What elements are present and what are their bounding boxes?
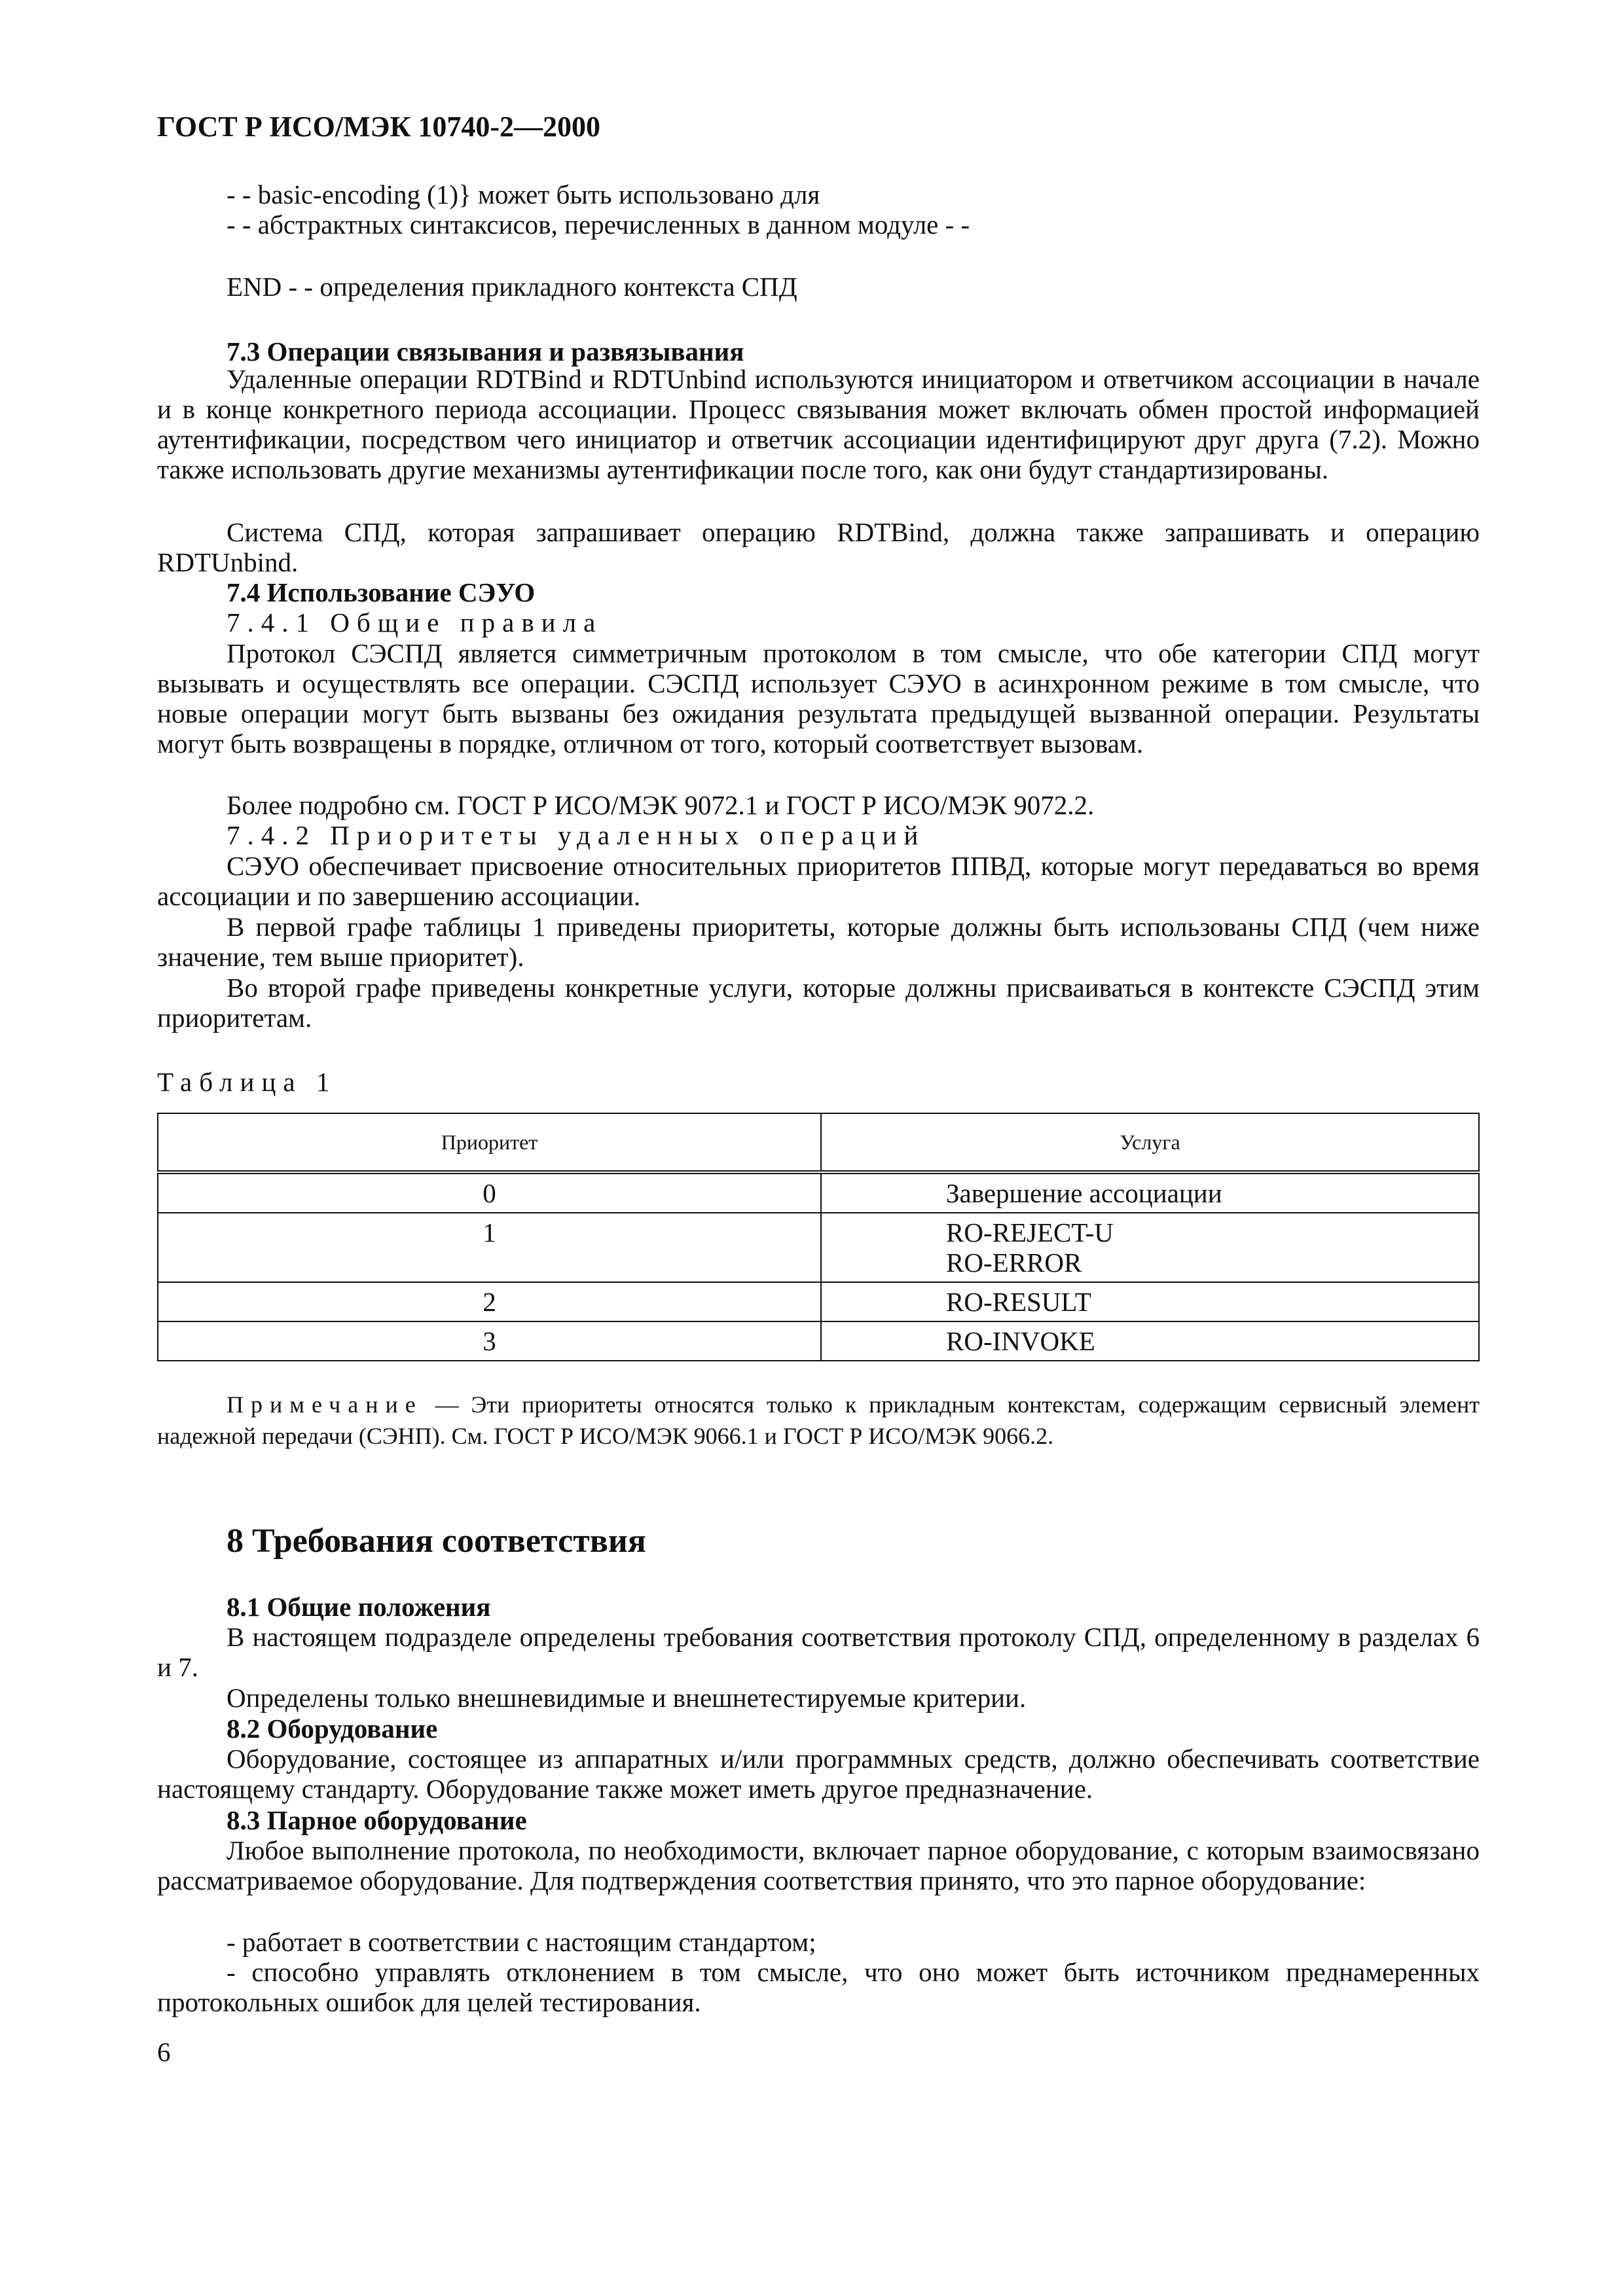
table-note [157,1389,1480,1452]
priority-table [157,1113,1480,1361]
table-caption: Таблица 1 [157,1067,337,1097]
section-8-1-title: 8.1 Общие положения [227,1592,491,1622]
document-header: ГОСТ Р ИСО/МЭК 10740-2—2000 [157,111,601,143]
section-8-2-title: 8.2 Оборудование [227,1713,438,1744]
service-item: RO-REJECT-U [946,1217,1114,1247]
column-header-priority: Приоритет [158,1113,821,1172]
section-8-1-paragraph: Определены только внешневидимые и внешнетестируемые критерии. [227,1683,1027,1713]
list-item: - работает в соответствии с настоящим стандартом; [227,1927,816,1957]
section-7-4-2-paragraph: СЭУО обеспечивает присвоение относительных приоритетов ППВД, которые могут передаваться во время ассоциации и по завершению ассоциации. [157,851,1480,911]
section-7-3-paragraph: Система СПД, которая запрашивает операцию RDTBind, должна также запрашивать и операцию RDTUnbind. [157,517,1480,577]
priority-cell: 0 [158,1172,821,1213]
note-text: — Эти приоритеты относятся только к прикладным контекстам, содержащим сервисный элемент надежной передачи (СЭНП). См. ГОСТ Р ИСО/МЭК 9066.1 и ГОСТ Р ИСО/МЭК 9066.2. [157,1391,1480,1449]
section-7-4-2-title: 7.4.2 Приоритеты удаленных операций [227,820,926,850]
end-line: END - - определения прикладного контекста СПД [227,272,797,302]
priority-cell: 2 [158,1282,821,1321]
table-row [158,1282,1479,1321]
section-7-4-title: 7.4 Использование СЭУО [227,577,536,607]
section-7-4-2-paragraph: Во второй графе приведены конкретные услуги, которые должны присваиваться в контексте СЭСПД этим приоритетам. [157,973,1480,1033]
section-8-3-title: 8.3 Парное оборудование [227,1805,527,1835]
list-item: - способно управлять отклонением в том смысле, что оно может быть источником преднамеренных протокольных ошибок для целей тестирования. [157,1957,1480,2017]
column-header-service: Услуга [821,1113,1479,1172]
priority-cell: 3 [158,1321,821,1361]
note-label: Примечание [227,1391,423,1418]
section-8-title: 8 Требования соответствия [227,1522,646,1560]
service-cell: Завершение ассоциации [821,1172,1479,1213]
priority-cell: 1 [158,1213,821,1282]
section-8-3-paragraph: Любое выполнение протокола, по необходимости, включает парное оборудование, с которым взаимосвязано рассматриваемое оборудование. Для подтверждения соответствия принято, что это парное оборудование: [157,1835,1480,1895]
section-7-3-paragraph: Удаленные операции RDTBind и RDTUnbind используются инициатором и ответчиком ассоциации в начале и в конце конкретного периода ассоциации. Процесс связывания может включать обмен простой информацией аутентификации, посредством чего инициатор и ответчик ассоциации идентифицируют друг друга (7.2). Можно также использовать другие механизмы аутентификации после того, как они будут стандартизированы. [157,364,1480,484]
service-item: RO-ERROR [946,1247,1082,1278]
table-row [158,1213,1479,1282]
section-7-3-title: 7.3 Операции связывания и развязывания [227,336,744,367]
section-8-2-paragraph: Оборудование, состоящее из аппаратных и/или программных средств, должно обеспечивать соответствие настоящему стандарту. Оборудование также может иметь другое предназначение. [157,1744,1480,1804]
section-7-4-2-paragraph: В первой графе таблицы 1 приведены приоритеты, которые должны быть использованы СПД (чем ниже значение, тем выше приоритет). [157,912,1480,972]
table-row [158,1172,1479,1213]
service-cell: RO-RESULT [821,1282,1479,1321]
section-7-4-1-title: 7.4.1 Общие правила [227,607,603,637]
service-cell: RO-INVOKE [821,1321,1479,1361]
section-7-4-1-reference: Более подробно см. ГОСТ Р ИСО/МЭК 9072.1 и ГОСТ Р ИСО/МЭК 9072.2. [227,790,1095,820]
code-line: - - абстрактных синтаксисов, перечисленных в данном модуле - - [227,209,970,240]
table-row [158,1321,1479,1361]
page-number: 6 [157,2037,171,2067]
section-8-1-paragraph: В настоящем подразделе определены требования соответствия протоколу СПД, определенному в разделах 6 и 7. [157,1622,1480,1682]
section-7-4-1-paragraph: Протокол СЭСПД является симметричным протоколом в том смысле, что обе категории СПД могут вызывать и осуществлять все операции. СЭСПД использует СЭУО в асинхронном режиме в том смысле, что новые операции могут быть вызваны без ожидания результата предыдущей вызванной операции. Результаты могут быть возвращены в порядке, отличном от того, который соответствует вызовам. [157,638,1480,759]
table-header-row [158,1113,1479,1172]
service-cell [821,1213,1479,1282]
code-line: - - basic-encoding (1)} может быть использовано для [227,179,820,209]
